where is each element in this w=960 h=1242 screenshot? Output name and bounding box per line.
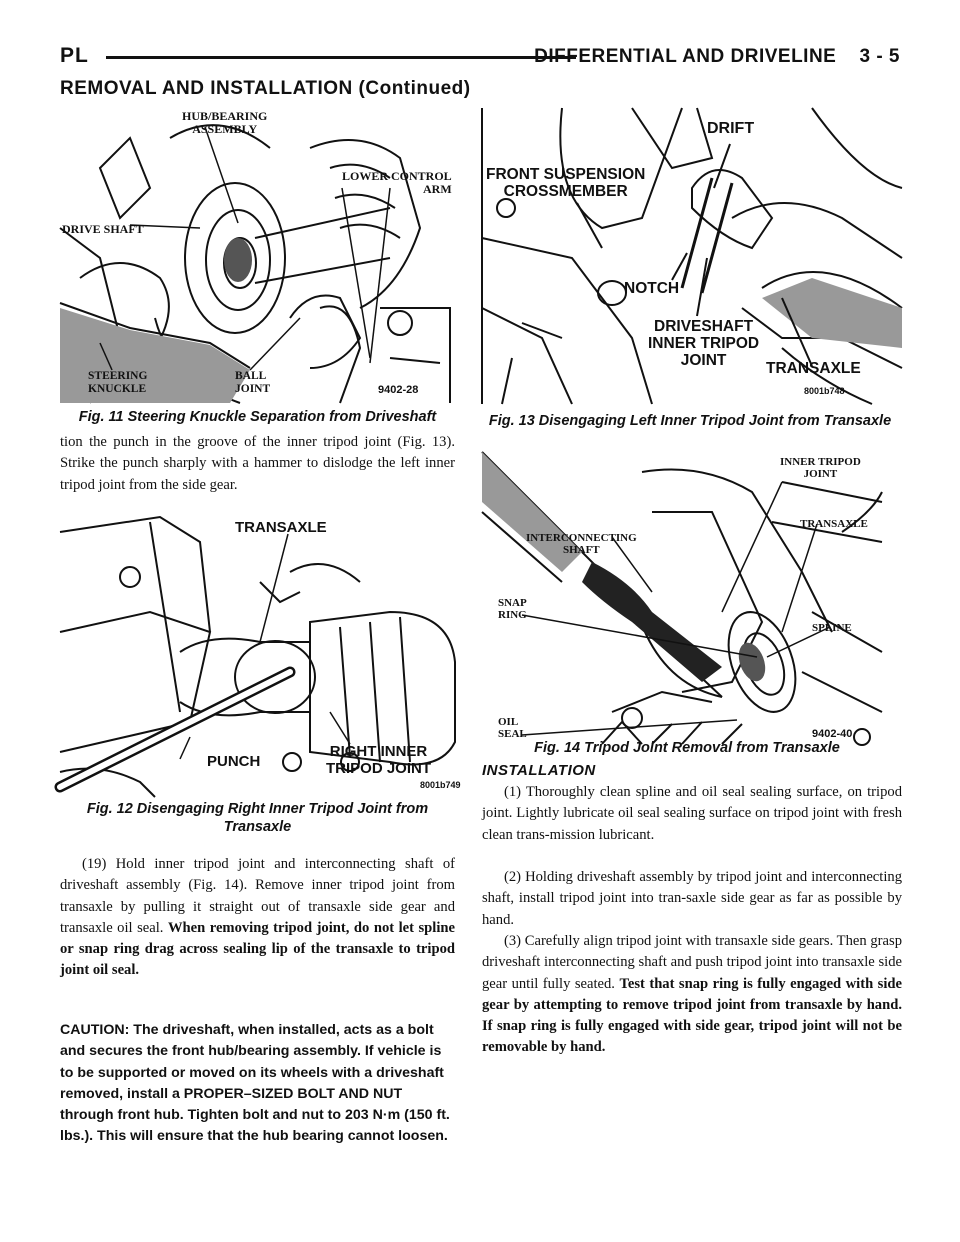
label-transaxle-fig13: TRANSAXLE <box>766 360 861 377</box>
label-driveshaft-inner-tripod-joint: DRIVESHAFT INNER TRIPOD JOINT <box>648 318 760 370</box>
label-transaxle-fig14: TRANSAXLE <box>800 518 868 530</box>
label-notch: NOTCH <box>624 280 680 297</box>
installation-step-3 <box>482 931 902 1059</box>
figure-14-drawing <box>482 452 882 744</box>
figure-11-code: 9402-28 <box>378 384 419 396</box>
page-header <box>60 42 900 72</box>
figure-11-caption: Fig. 11 Steering Knuckle Separation from Driveshaft <box>78 409 437 425</box>
label-drive-shaft: DRIVE SHAFT <box>62 222 144 236</box>
header-section-page: DIFFERENTIAL AND DRIVELINE 3 - 5 <box>534 46 900 67</box>
label-oil-seal: OIL SEAL <box>498 716 527 741</box>
header-model-code: PL <box>60 44 89 67</box>
paragraph-punch-continuation: tion the punch in the groove of the inner tripod joint (Fig. 13). Strike the punch sharply with a hammer to dislodge the left inner tripod joint from the side gear. <box>60 434 455 493</box>
figure-11-illustration <box>60 108 450 403</box>
label-ball-joint: BALL JOINT <box>235 370 271 395</box>
figure-12-illustration <box>60 512 461 797</box>
figure-13-code: 8001b748 <box>804 386 845 396</box>
figure-13-illustration <box>482 108 902 404</box>
label-drift: DRIFT <box>707 120 755 137</box>
label-interconnecting-shaft: INTERCONNECTING SHAFT <box>526 532 637 557</box>
figure-12-code: 8001b749 <box>420 780 461 790</box>
label-snap-ring: SNAP RING <box>498 597 527 622</box>
label-steering-knuckle: STEERING KNUCKLE <box>88 370 148 395</box>
figure-12-caption: Fig. 12 Disengaging Right Inner Tripod Joint from Transaxle <box>86 801 429 836</box>
label-transaxle: TRANSAXLE <box>235 519 327 536</box>
step-19-warning: When removing tripod joint, do not let spline or snap ring drag across sealing lip of the transaxle to tripod joint oil seal. <box>60 919 455 979</box>
header-rule <box>106 56 576 59</box>
figure-14-caption: Fig. 14 Tripod Joint Removal from Transaxle <box>534 740 840 756</box>
installation-step-3-warning: Test that snap ring is fully engaged with side gear by attempting to remove tripod joint from transaxle by hand. If snap ring is fully engaged with side gear, tripod joint will not be removable by hand. <box>482 975 903 1056</box>
label-lower-control-arm: LOWER CONTROL ARM <box>342 169 452 197</box>
label-inner-tripod-joint: INNER TRIPOD JOINT <box>780 456 861 481</box>
step-19-text: (19) Hold inner tripod joint and interconnecting shaft of driveshaft assembly (Fig. 14). Remove inner tripod joint from transaxle by pulling it straight out of transaxle side gear and transaxle oil seal. <box>60 856 455 936</box>
caution-block: CAUTION: The driveshaft, when installed, acts as a bolt and secures the front hub/bearing assembly. If vehicle is to be supported or moved on its wheels with a driveshaft removed, install a PROPER–SIZED BOLT AND NUT through front hub. Tighten bolt and nut to 203 N·m (150 ft. lbs.). This will ensure that the hub bearing cannot loosen. <box>60 1022 450 1145</box>
figure-14-illustration <box>482 452 882 744</box>
figure-11-drawing <box>60 108 450 403</box>
section-title: REMOVAL AND INSTALLATION (Continued) <box>60 78 471 99</box>
installation-heading: INSTALLATION <box>482 762 596 779</box>
figure-13-caption: Fig. 13 Disengaging Left Inner Tripod Joint from Transaxle <box>488 413 892 429</box>
installation-step-2: (2) Holding driveshaft assembly by tripod joint and interconnecting shaft, install tripod joint into tran-saxle side gear as far as possible by hand. <box>482 869 902 928</box>
step-19-paragraph <box>60 854 455 982</box>
label-front-suspension-crossmember: FRONT SUSPENSION CROSSMEMBER <box>486 166 646 201</box>
label-hub-bearing-assembly: HUB/BEARING ASSEMBLY <box>182 109 268 137</box>
label-right-inner-tripod-joint: RIGHT INNER TRIPOD JOINT <box>326 743 432 777</box>
label-spline: SPLINE <box>812 622 852 634</box>
installation-step-1: (1) Thoroughly clean spline and oil seal sealing surface, on tripod joint. Lightly lubricate oil seal sealing surface on tripod joint with fresh clean trans-mission lubricant. <box>482 784 902 843</box>
label-punch: PUNCH <box>207 753 261 770</box>
installation-step-3-text: (3) Carefully align tripod joint with transaxle side gears. Then grasp driveshaft interconnecting shaft and push tripod joint into transaxle side gear until fully seated. <box>482 933 902 992</box>
figure-14-code: 9402-40 <box>812 728 853 740</box>
